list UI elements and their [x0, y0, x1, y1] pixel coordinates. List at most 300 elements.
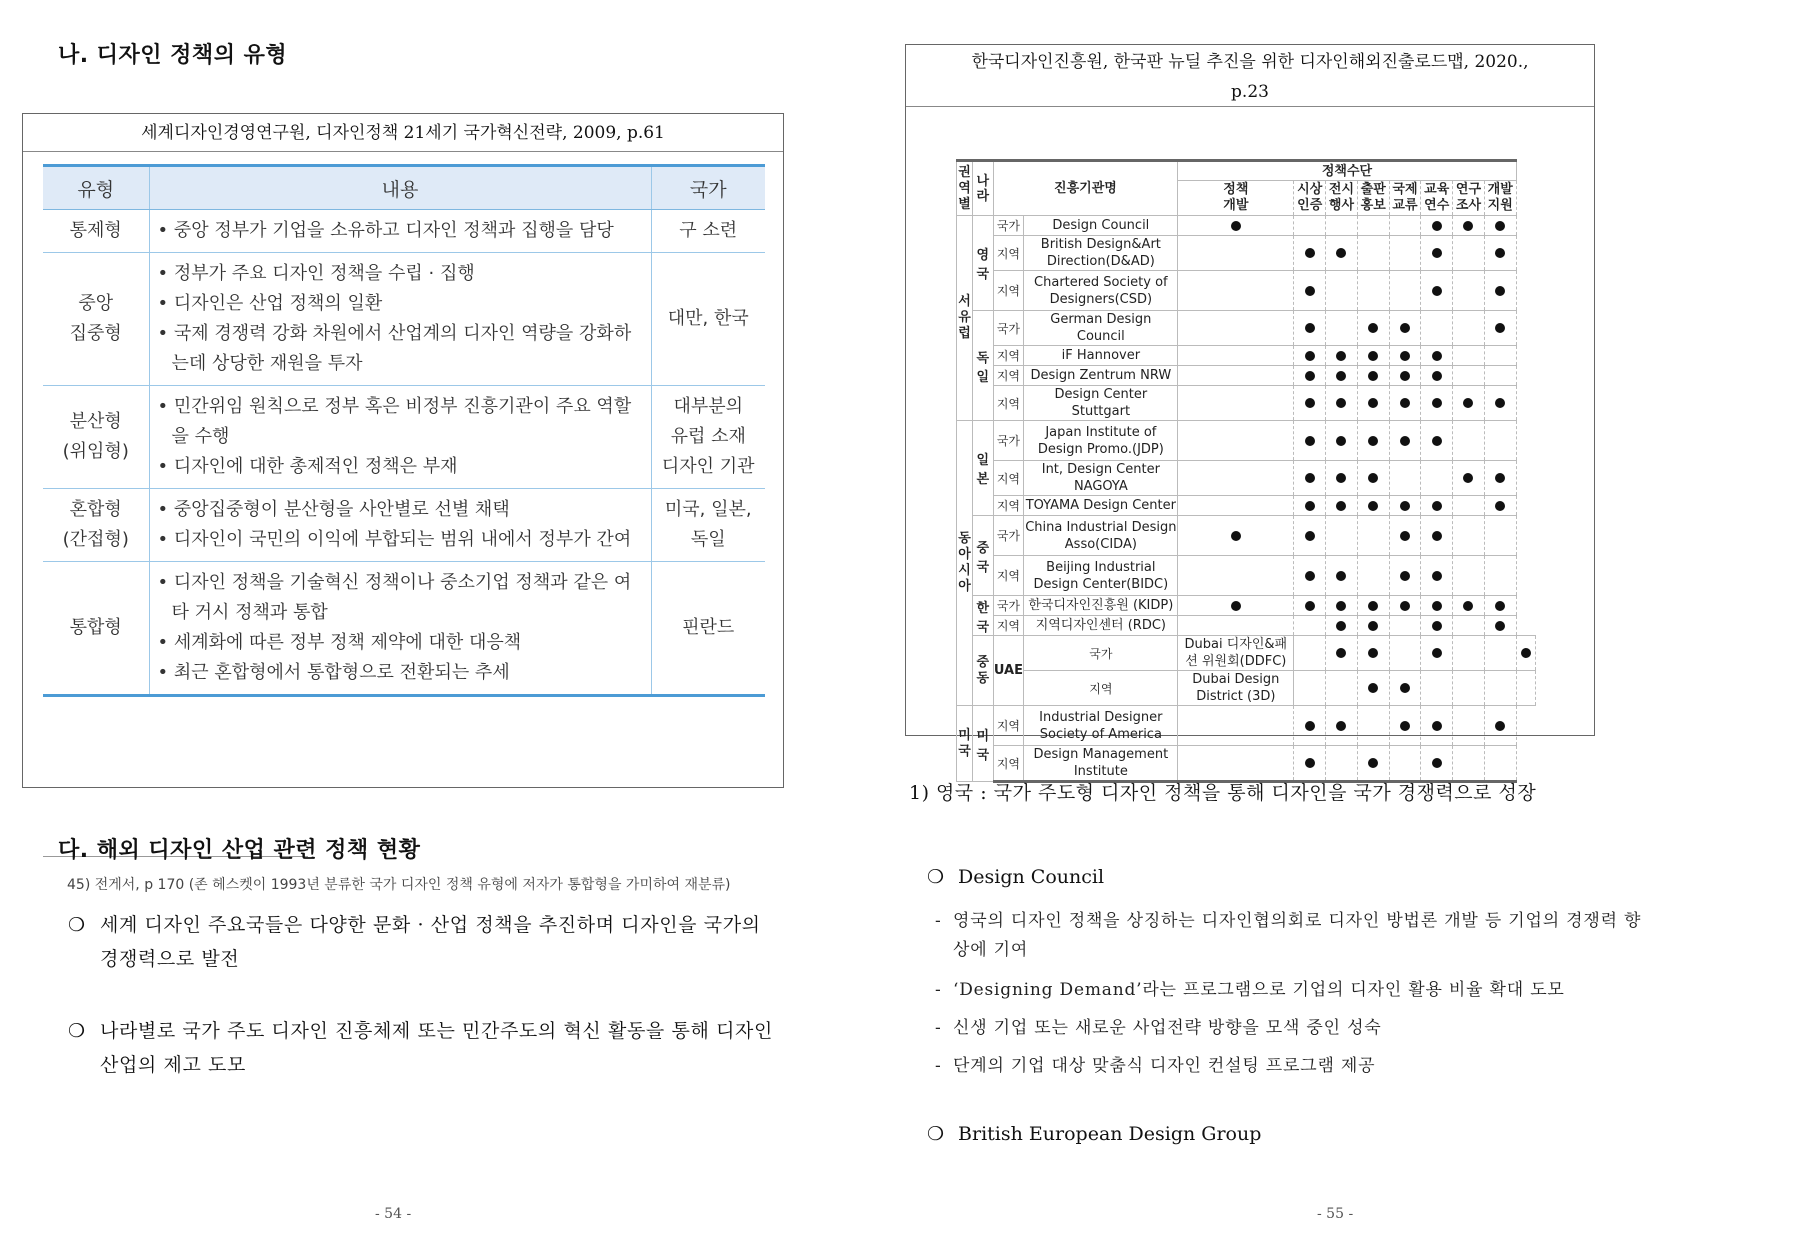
measure-cell	[1484, 616, 1516, 636]
measure-cell	[1484, 636, 1516, 671]
content-bullet: • 세계화에 따른 정부 정책 제약에 대한 대응책	[157, 632, 522, 653]
measure-cell	[1484, 386, 1516, 421]
measure-cell	[1326, 746, 1358, 782]
agency-header-row-1	[957, 161, 1536, 181]
measure-cell	[1326, 236, 1358, 271]
filled-dot-icon	[1432, 371, 1442, 381]
measure-cell	[1357, 671, 1389, 706]
agency-row	[957, 366, 1536, 386]
filled-dot-icon	[1336, 436, 1346, 446]
british-group-heading: ❍ British European Design Group	[927, 1123, 1262, 1145]
measure-cell	[1389, 516, 1421, 556]
filled-dot-icon	[1463, 473, 1473, 483]
measure-cell	[1453, 706, 1485, 746]
filled-dot-icon	[1336, 398, 1346, 408]
measure-cell	[1484, 216, 1516, 236]
agency-name-cell: Beijing Industrial Design Center(BIDC)	[1024, 556, 1178, 596]
filled-dot-icon	[1231, 601, 1241, 611]
measure-cell	[1326, 636, 1358, 671]
agency-row	[957, 596, 1536, 616]
measure-cell	[1484, 346, 1516, 366]
policy-content	[149, 253, 651, 386]
header-measure: 연구조사	[1453, 181, 1485, 216]
measure-cell	[1357, 366, 1389, 386]
region-cell: 동아시아	[957, 421, 973, 706]
measure-cell	[1178, 596, 1294, 616]
policy-type: 통제형	[43, 210, 149, 253]
paragraph-1: ❍ 세계 디자인 주요국들은 다양한 문화 · 산업 정책을 추진하며 디자인을 국가의 경쟁력으로 발전	[68, 908, 784, 976]
header-agency-name: 진흥기관명	[993, 161, 1178, 216]
measure-cell	[1326, 311, 1358, 346]
measure-cell	[1389, 421, 1421, 461]
measure-cell	[1294, 616, 1326, 636]
filled-dot-icon	[1432, 621, 1442, 631]
measure-cell	[1453, 516, 1485, 556]
measure-cell	[1389, 311, 1421, 346]
filled-dot-icon	[1495, 286, 1505, 296]
content-bullet: • 중앙집중형이 분산형을 사안별로 선별 채택	[157, 499, 510, 520]
filled-dot-icon	[1305, 351, 1315, 361]
dc-item-1: - 영국의 디자인 정책을 상징하는 디자인협의회로 디자인 방법론 개발 등 기업의 경쟁력 향상에 기여	[935, 911, 1642, 960]
table-header-row	[43, 166, 765, 210]
agency-name-cell: 지역디자인센터 (RDC)	[1024, 616, 1178, 636]
design-council-heading: ❍ Design Council	[927, 866, 1105, 888]
table-row	[43, 386, 765, 489]
agency-row	[957, 421, 1536, 461]
filled-dot-icon	[1432, 248, 1442, 258]
filled-dot-icon	[1305, 601, 1315, 611]
country-cell: 일본	[973, 421, 994, 516]
filled-dot-icon	[1368, 621, 1378, 631]
policy-type: 혼합형 (간접형)	[43, 489, 149, 562]
measure-cell	[1421, 556, 1453, 596]
filled-dot-icon	[1336, 248, 1346, 258]
filled-dot-icon	[1231, 531, 1241, 541]
country-cell: 중국	[973, 516, 994, 596]
measure-cell	[1178, 516, 1294, 556]
measure-cell	[1516, 636, 1535, 671]
level-cell: 국가	[993, 421, 1024, 461]
filled-dot-icon	[1400, 721, 1410, 731]
measure-cell	[1484, 516, 1516, 556]
level-cell: 지역	[993, 346, 1024, 366]
circle-bullet-icon: ❍	[68, 1020, 86, 1042]
bullet-dot-icon: •	[157, 396, 174, 417]
measure-cell	[1421, 311, 1453, 346]
filled-dot-icon	[1305, 758, 1315, 768]
measure-cell	[1294, 271, 1326, 311]
measure-cell	[1421, 616, 1453, 636]
agency-name-cell: British Design&Art Direction(D&AD)	[1024, 236, 1178, 271]
paragraph-2: ❍ 나라별로 국가 주도 디자인 진흥체제 또는 민간주도의 혁신 활동을 통해 디자인 산업의 제고 도모	[68, 1014, 784, 1082]
level-cell: 지역	[993, 556, 1024, 596]
measure-cell	[1357, 636, 1389, 671]
filled-dot-icon	[1305, 398, 1315, 408]
filled-dot-icon	[1305, 721, 1315, 731]
measure-cell	[1357, 596, 1389, 616]
measure-cell	[1294, 636, 1326, 671]
filled-dot-icon	[1432, 398, 1442, 408]
measure-cell	[1453, 216, 1485, 236]
measure-cell	[1453, 636, 1485, 671]
country-cell: UAE	[993, 636, 1024, 706]
policy-type: 분산형 (위임형)	[43, 386, 149, 489]
filled-dot-icon	[1368, 758, 1378, 768]
measure-cell	[1326, 461, 1358, 496]
heading-overseas-policy: 다. 해외 디자인 산업 관련 정책 현황	[58, 838, 421, 863]
header-region: 권역별	[957, 161, 973, 216]
measure-cell	[1421, 496, 1453, 516]
dc-item-2: - ‘Designing Demand’라는 프로그램으로 기업의 디자인 활용 비율 확대 도모	[935, 980, 1565, 1000]
measure-cell	[1421, 216, 1453, 236]
measure-cell	[1453, 386, 1485, 421]
agency-row	[957, 271, 1536, 311]
circle-bullet-icon: ❍	[68, 914, 86, 936]
bullet-dot-icon: •	[157, 220, 174, 241]
level-cell: 지역	[993, 366, 1024, 386]
level-cell: 국가	[1024, 636, 1178, 671]
agency-name-cell: Dubai 디자인&패션 위원회(DDFC)	[1178, 636, 1294, 671]
measure-cell	[1178, 271, 1294, 311]
measure-cell	[1357, 311, 1389, 346]
measure-cell	[1421, 596, 1453, 616]
filled-dot-icon	[1432, 601, 1442, 611]
measure-cell	[1389, 496, 1421, 516]
filled-dot-icon	[1432, 501, 1442, 511]
agency-name-cell: Japan Institute of Design Promo.(JDP)	[1024, 421, 1178, 461]
measure-cell	[1178, 216, 1294, 236]
measure-cell	[1326, 596, 1358, 616]
table-row	[43, 489, 765, 562]
measure-cell	[1326, 366, 1358, 386]
filled-dot-icon	[1305, 286, 1315, 296]
filled-dot-icon	[1336, 601, 1346, 611]
measure-cell	[1516, 671, 1535, 706]
filled-dot-icon	[1368, 351, 1378, 361]
measure-cell	[1357, 616, 1389, 636]
filled-dot-icon	[1368, 501, 1378, 511]
bullet-dot-icon: •	[157, 572, 174, 593]
measure-cell	[1453, 346, 1485, 366]
measure-cell	[1453, 421, 1485, 461]
level-cell: 지역	[993, 746, 1024, 782]
filled-dot-icon	[1336, 473, 1346, 483]
agency-name-cell: Dubai Design District (3D)	[1178, 671, 1294, 706]
page-number-right: - 55 -	[1317, 1206, 1354, 1222]
measure-cell	[1484, 706, 1516, 746]
agency-row	[957, 346, 1536, 366]
page-number-left: - 54 -	[375, 1206, 412, 1222]
dc-item-4: - 단계의 기업 대상 맞춤식 디자인 컨설팅 프로그램 제공	[935, 1056, 1376, 1076]
header-measure: 시상인증	[1294, 181, 1326, 216]
table-row	[43, 210, 765, 253]
measure-cell	[1421, 516, 1453, 556]
filled-dot-icon	[1400, 398, 1410, 408]
measure-cell	[1178, 706, 1294, 746]
measure-cell	[1421, 461, 1453, 496]
measure-cell	[1178, 746, 1294, 782]
measure-cell	[1389, 636, 1421, 671]
measure-cell	[1421, 386, 1453, 421]
measure-cell	[1484, 746, 1516, 782]
content-bullet: • 디자인이 국민의 이익에 부합되는 범위 내에서 정부가 간여	[157, 529, 632, 550]
measure-cell	[1294, 746, 1326, 782]
filled-dot-icon	[1495, 221, 1505, 231]
country-cell: 미국	[973, 706, 994, 782]
measure-cell	[1389, 746, 1421, 782]
measure-cell	[1294, 311, 1326, 346]
measure-cell	[1294, 216, 1326, 236]
measure-cell	[1484, 311, 1516, 346]
measure-cell	[1178, 386, 1294, 421]
filled-dot-icon	[1368, 323, 1378, 333]
policy-country: 대부분의 유럽 소재 디자인 기관	[651, 386, 765, 489]
measure-cell	[1357, 516, 1389, 556]
heading-design-policy-types: 나. 디자인 정책의 유형	[58, 43, 288, 68]
agency-name-cell: Int, Design Center NAGOYA	[1024, 461, 1178, 496]
filled-dot-icon	[1336, 648, 1346, 658]
section-uk-title: 1) 영국 : 국가 주도형 디자인 정책을 통해 디자인을 국가 경쟁력으로 성장	[909, 782, 1537, 804]
content-bullet: • 디자인 정책을 기술혁신 정책이나 중소기업 정책과 같은 여타 거시 정책과 통합	[157, 572, 632, 623]
agency-row	[957, 616, 1536, 636]
policy-content	[149, 210, 651, 253]
measure-cell	[1389, 216, 1421, 236]
filled-dot-icon	[1305, 323, 1315, 333]
agency-name-cell: Chartered Society of Designers(CSD)	[1024, 271, 1178, 311]
measure-cell	[1453, 366, 1485, 386]
header-nation: 나라	[973, 161, 994, 216]
filled-dot-icon	[1495, 601, 1505, 611]
filled-dot-icon	[1368, 648, 1378, 658]
filled-dot-icon	[1495, 621, 1505, 631]
filled-dot-icon	[1521, 648, 1531, 658]
agency-name-cell: Design Council	[1024, 216, 1178, 236]
measure-cell	[1421, 636, 1453, 671]
filled-dot-icon	[1400, 371, 1410, 381]
bullet-dot-icon: •	[157, 662, 174, 683]
measure-cell	[1453, 236, 1485, 271]
agency-name-cell: Design Center Stuttgart	[1024, 386, 1178, 421]
measure-cell	[1389, 346, 1421, 366]
footnote: 45) 전게서, p 170 (존 헤스켓이 1993년 분류한 국가 디자인 정책 유형에 저자가 통합형을 가미하여 재분류)	[67, 877, 731, 893]
page-55	[897, 0, 1794, 1237]
measure-cell	[1453, 311, 1485, 346]
measure-cell	[1421, 671, 1453, 706]
filled-dot-icon	[1336, 571, 1346, 581]
level-cell: 지역	[993, 496, 1024, 516]
filled-dot-icon	[1368, 436, 1378, 446]
measure-cell	[1389, 366, 1421, 386]
agency-name-cell: Design Management Institute	[1024, 746, 1178, 782]
measure-cell	[1294, 236, 1326, 271]
measure-cell	[1294, 556, 1326, 596]
agency-row	[957, 516, 1536, 556]
level-cell: 국가	[993, 216, 1024, 236]
policy-type: 중앙 집중형	[43, 253, 149, 386]
country-cell: 영국	[973, 216, 994, 311]
measure-cell	[1178, 311, 1294, 346]
measure-cell	[1326, 271, 1358, 311]
table-row	[43, 253, 765, 386]
measure-cell	[1421, 706, 1453, 746]
filled-dot-icon	[1368, 398, 1378, 408]
level-cell: 지역	[993, 271, 1024, 311]
filled-dot-icon	[1368, 683, 1378, 693]
filled-dot-icon	[1368, 601, 1378, 611]
filled-dot-icon	[1495, 248, 1505, 258]
agency-row	[957, 461, 1536, 496]
filled-dot-icon	[1463, 221, 1473, 231]
filled-dot-icon	[1400, 601, 1410, 611]
filled-dot-icon	[1400, 436, 1410, 446]
level-cell: 국가	[993, 516, 1024, 556]
header-policy-measures: 정책수단	[1178, 161, 1516, 181]
measure-cell	[1294, 516, 1326, 556]
measure-cell	[1484, 271, 1516, 311]
agency-row	[957, 386, 1536, 421]
policy-country: 대만, 한국	[651, 253, 765, 386]
bullet-dot-icon: •	[157, 323, 174, 344]
filled-dot-icon	[1305, 371, 1315, 381]
agency-table-source: 한국디자인진흥원, 한국판 뉴딜 추진을 위한 디자인해외진출로드맵, 2020., p.23	[906, 45, 1594, 107]
measure-cell	[1484, 421, 1516, 461]
agency-name-cell: TOYAMA Design Center	[1024, 496, 1178, 516]
measure-cell	[1357, 496, 1389, 516]
filled-dot-icon	[1305, 571, 1315, 581]
filled-dot-icon	[1336, 351, 1346, 361]
filled-dot-icon	[1305, 473, 1315, 483]
filled-dot-icon	[1432, 221, 1442, 231]
agency-name-cell: China Industrial Design Asso(CIDA)	[1024, 516, 1178, 556]
measure-cell	[1357, 346, 1389, 366]
measure-cell	[1326, 706, 1358, 746]
bullet-dot-icon: •	[157, 293, 174, 314]
filled-dot-icon	[1495, 721, 1505, 731]
measure-cell	[1453, 461, 1485, 496]
content-bullet: • 국제 경쟁력 강화 차원에서 산업계의 디자인 역량을 강화하는데 상당한 재원을 투자	[157, 323, 632, 374]
circle-bullet-icon: ❍	[927, 866, 945, 888]
measure-cell	[1326, 516, 1358, 556]
measure-cell	[1178, 346, 1294, 366]
measure-cell	[1453, 496, 1485, 516]
measure-cell	[1389, 271, 1421, 311]
level-cell: 지역	[993, 706, 1024, 746]
filled-dot-icon	[1305, 248, 1315, 258]
agency-name-cell: Design Zentrum NRW	[1024, 366, 1178, 386]
measure-cell	[1178, 236, 1294, 271]
filled-dot-icon	[1305, 436, 1315, 446]
filled-dot-icon	[1432, 648, 1442, 658]
bullet-dot-icon: •	[157, 499, 174, 520]
filled-dot-icon	[1336, 371, 1346, 381]
measure-cell	[1326, 216, 1358, 236]
measure-cell	[1294, 421, 1326, 461]
measure-cell	[1294, 706, 1326, 746]
circle-bullet-icon: ❍	[927, 1123, 945, 1145]
measure-cell	[1294, 386, 1326, 421]
country-cell: 독일	[973, 311, 994, 421]
measure-cell	[1484, 236, 1516, 271]
measure-cell	[1484, 556, 1516, 596]
agency-row	[957, 746, 1536, 782]
filled-dot-icon	[1400, 571, 1410, 581]
filled-dot-icon	[1305, 501, 1315, 511]
country-cell: 한국	[973, 596, 994, 636]
measure-cell	[1357, 706, 1389, 746]
filled-dot-icon	[1495, 398, 1505, 408]
bullet-dot-icon: •	[157, 456, 174, 477]
table-row	[43, 562, 765, 696]
measure-cell	[1453, 746, 1485, 782]
measure-cell	[1389, 236, 1421, 271]
level-cell: 지역	[993, 386, 1024, 421]
header-measure: 전시행사	[1326, 181, 1358, 216]
filled-dot-icon	[1400, 531, 1410, 541]
content-bullet: • 최근 혼합형에서 통합형으로 전환되는 추세	[157, 662, 510, 683]
filled-dot-icon	[1432, 721, 1442, 731]
agency-row	[957, 706, 1536, 746]
header-type: 유형	[43, 166, 149, 210]
filled-dot-icon	[1495, 501, 1505, 511]
agency-row	[957, 496, 1536, 516]
measure-cell	[1178, 461, 1294, 496]
content-bullet: • 중앙 정부가 기업을 소유하고 디자인 정책과 집행을 담당	[157, 220, 614, 241]
policy-content	[149, 489, 651, 562]
measure-cell	[1421, 421, 1453, 461]
filled-dot-icon	[1305, 531, 1315, 541]
policy-content	[149, 386, 651, 489]
policy-type: 통합형	[43, 562, 149, 696]
level-cell: 지역	[993, 461, 1024, 496]
dc-item-3: - 신생 기업 또는 새로운 사업전략 방향을 모색 중인 성숙	[935, 1018, 1382, 1038]
level-cell: 지역	[993, 236, 1024, 271]
measure-cell	[1389, 616, 1421, 636]
bullet-dot-icon: •	[157, 263, 174, 284]
measure-cell	[1294, 346, 1326, 366]
measure-cell	[1178, 616, 1294, 636]
agency-row	[957, 311, 1536, 346]
region-cell: 미국	[957, 706, 973, 782]
measure-cell	[1326, 386, 1358, 421]
policy-country: 핀란드	[651, 562, 765, 696]
header-measure: 교육연수	[1421, 181, 1453, 216]
content-bullet: • 정부가 주요 디자인 정책을 수립 · 집행	[157, 263, 475, 284]
measure-cell	[1178, 496, 1294, 516]
filled-dot-icon	[1432, 351, 1442, 361]
measure-cell	[1357, 216, 1389, 236]
policy-country: 구 소련	[651, 210, 765, 253]
measure-cell	[1357, 236, 1389, 271]
measure-cell	[1294, 671, 1326, 706]
measure-cell	[1326, 421, 1358, 461]
measure-cell	[1357, 461, 1389, 496]
measure-cell	[1421, 746, 1453, 782]
filled-dot-icon	[1400, 501, 1410, 511]
measure-cell	[1357, 556, 1389, 596]
measure-cell	[1294, 496, 1326, 516]
measure-cell	[1389, 706, 1421, 746]
measure-cell	[1326, 616, 1358, 636]
measure-cell	[1389, 386, 1421, 421]
header-content: 내용	[149, 166, 651, 210]
level-cell: 국가	[993, 311, 1024, 346]
design-agencies-table	[956, 159, 1536, 783]
filled-dot-icon	[1336, 621, 1346, 631]
policy-types-table	[43, 164, 765, 697]
measure-cell	[1484, 596, 1516, 616]
filled-dot-icon	[1463, 601, 1473, 611]
header-measure: 개발지원	[1484, 181, 1516, 216]
